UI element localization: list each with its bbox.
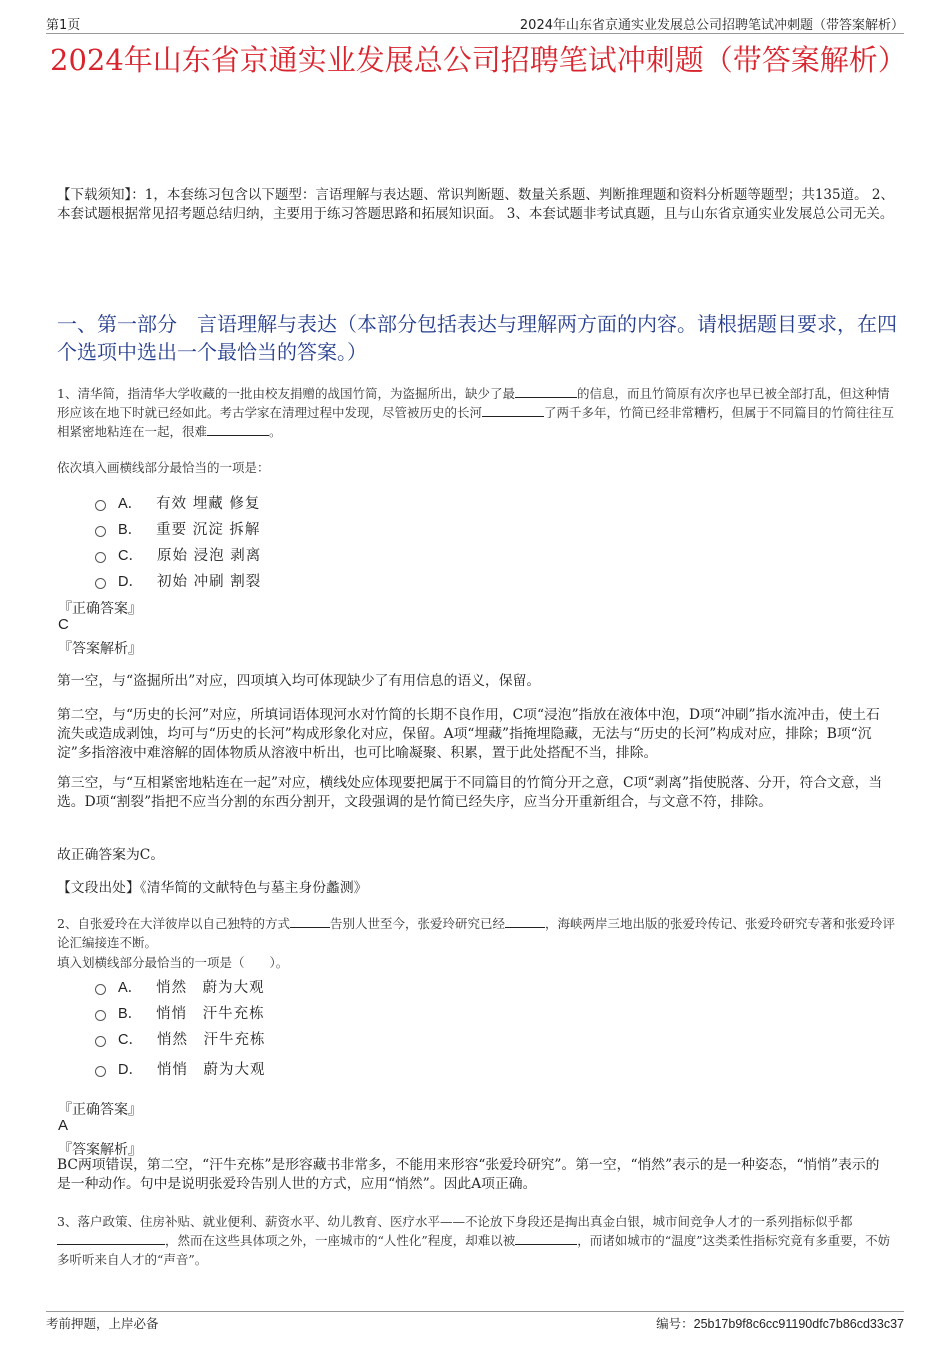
q1-option-c[interactable]: C． 原始 浸泡 剥离	[95, 544, 261, 565]
footer-code: 编号：25b17b9f8c6cc91190dfc7b86cd33c37	[656, 1316, 904, 1331]
q2-answer-label: 『正确答案』	[58, 1102, 142, 1118]
q1-source: 【文段出处】《清华简的文献特色与墓主身份蠡测》	[57, 880, 368, 896]
q1-text-a: 1、清华简，指清华大学收藏的一批由校友捐赠的战国竹简，为盗掘所出，缺少了最	[57, 386, 515, 401]
q2-analysis: BC两项错误，第二空，“汗牛充栋”是形容藏书非常多，不能用来形容“张爱玲研究”。第一空，“悄然”表示的是一种姿态，“悄悄”表示的是一种动作。句中是说明张爱玲告别人世的方式，应用“悄然”。因此A项正确。	[57, 1157, 880, 1192]
download-notice: 【下载须知】：1，本套练习包含以下题型：言语理解与表达题、常识判断题、数量关系题、判断推理题和资料分析题等题型；共135道。 2、本套试题根据常见招考题总结归纳，主要用于练习答题思路和拓展知识面。 3、本套试题非考试真题，且与山东省京通实业发展总公司无关。	[57, 187, 894, 222]
q2-answer: A	[58, 1117, 69, 1134]
radio-icon[interactable]	[95, 500, 106, 511]
fill-blank	[207, 423, 269, 436]
q1-text-c: 了两千多年，竹简已经非常糟朽，但属于不同篇目的竹简往往互相紧密地粘连在一起，很难	[57, 405, 895, 439]
radio-icon[interactable]	[95, 1010, 106, 1021]
q1-text-d: 。	[269, 424, 282, 439]
radio-icon[interactable]	[95, 526, 106, 537]
question-2-prompt: 填入划横线部分最恰当的一项是（ ）。	[57, 955, 289, 970]
q1-answer: C	[58, 616, 69, 633]
q1-answer-label: 『正确答案』	[58, 601, 142, 617]
radio-icon[interactable]	[95, 1066, 106, 1077]
question-1-prompt: 依次填入画横线部分最恰当的一项是：	[57, 460, 270, 475]
q1-analysis-label: 『答案解析』	[58, 641, 142, 657]
section-title: 一、第一部分 言语理解与表达（本部分包括表达与理解两方面的内容。请根据题目要求，在四个选项中选出一个最恰当的答案。）	[57, 312, 897, 364]
fill-blank	[515, 1232, 577, 1245]
header-page-number: 第1页	[46, 18, 81, 33]
footer-divider	[46, 1311, 904, 1312]
fill-blank	[290, 915, 330, 928]
q1-text-b: 的信息，而且竹简原有次序也早已被全部打乱，但这种情形应该在地下时就已经如此。考古学家在清理过程中发现，尽管被历史的长河	[57, 386, 890, 420]
question-1-text	[57, 384, 898, 441]
q1-analysis-2: 第二空，与“历史的长河”对应，所填词语体现河水对竹简的长期不良作用，C项“浸泡”指放在液体中泡，D项“冲刷”指水流冲击，使土石流失或造成剥蚀，均可与“历史的长河”构成形象化对应，保留。A项“埋藏”指掩埋隐藏，无法与“历史的长河”构成对应，排除；B项“沉淀”多指溶液中难溶解的固体物质从溶液中析出，也可比喻凝聚、积累，置于此处搭配不当，排除。	[57, 707, 880, 761]
q2-option-b[interactable]: B． 悄悄 汗牛充栋	[95, 1002, 265, 1023]
fill-blank	[505, 915, 545, 928]
q1-analysis-3: 第三空，与“互相紧密地粘连在一起”对应，横线处应体现要把属于不同篇目的竹简分开之意，C项“剥离”指使脱落、分开，符合文意，当选。D项“割裂”指把不应当分割的东西分割开，文段强调的是竹简已经失序，应当分开重新组合，与文意不符，排除。	[57, 775, 883, 810]
q1-analysis-1: 第一空，与“盗掘所出”对应，四项填入均可体现缺少了有用信息的语义，保留。	[57, 673, 541, 689]
q1-option-a[interactable]: A． 有效 埋藏 修复	[95, 492, 260, 513]
q2-option-d[interactable]: D． 悄悄 蔚为大观	[95, 1058, 265, 1079]
fill-blank	[57, 1232, 165, 1245]
q2-analysis-label: 『答案解析』	[58, 1142, 142, 1158]
q1-analysis-4: 故正确答案为C。	[57, 847, 165, 863]
q1-option-b[interactable]: B． 重要 沉淀 拆解	[95, 518, 260, 539]
header-doc-title: 2024年山东省京通实业发展总公司招聘笔试冲刺题（带答案解析）	[519, 18, 904, 33]
fill-blank	[515, 385, 577, 398]
radio-icon[interactable]	[95, 984, 106, 995]
q2-option-c[interactable]: C． 悄然 汗牛充栋	[95, 1028, 265, 1049]
question-2-text: 2、自张爱玲在大洋彼岸以自己独特的方式 告别人世至今，张爱玲研究已经 ，海峡两岸三地出版的张爱玲传记、张爱玲研究专著和张爱玲评论汇编接连不断。	[57, 916, 895, 950]
footer-slogan: 考前押题，上岸必备	[46, 1316, 159, 1331]
question-3-text: 3、落户政策、住房补贴、就业便利、薪资水平、幼儿教育、医疗水平——不论放下身段还是掏出真金白银，城市间竞争人才的一系列指标似乎都，然而在这些具体项之外，一座城市的“人性化”程度，却难以被 ，而诸如城市的“温度”这类柔性指标究竟有多重要，不妨多听听来自人才的“声音”。	[57, 1214, 891, 1267]
fill-blank	[482, 404, 544, 417]
radio-icon[interactable]	[95, 552, 106, 563]
page-title: 2024年山东省京通实业发展总公司招聘笔试冲刺题（带答案解析）	[50, 43, 907, 77]
radio-icon[interactable]	[95, 1036, 106, 1047]
radio-icon[interactable]	[95, 578, 106, 589]
q2-option-a[interactable]: A． 悄然 蔚为大观	[95, 976, 265, 997]
q1-option-d[interactable]: D． 初始 冲刷 割裂	[95, 570, 261, 591]
header-divider	[46, 33, 904, 34]
